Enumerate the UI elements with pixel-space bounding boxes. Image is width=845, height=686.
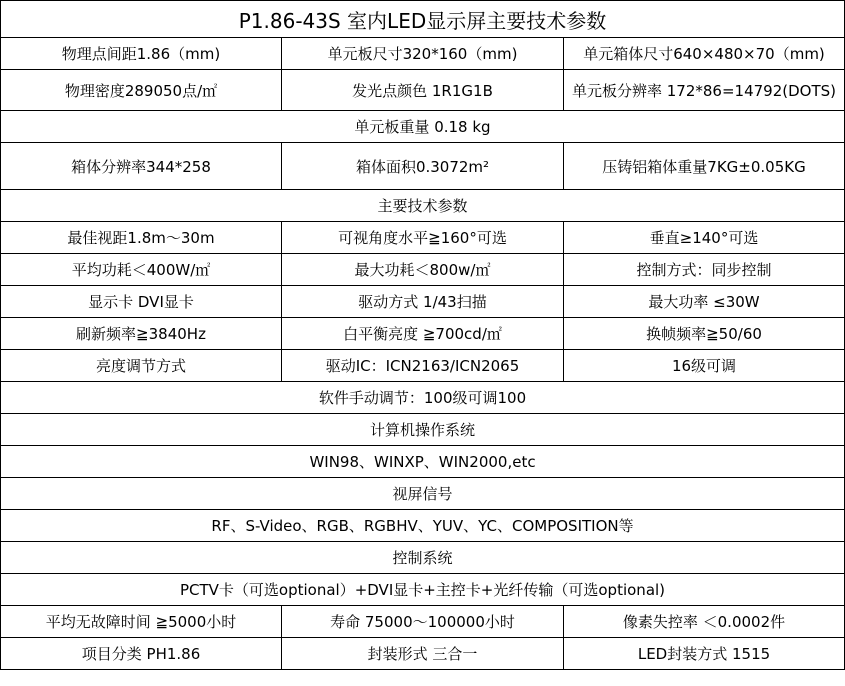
table-cell: 最佳视距1.8m～30m xyxy=(1,222,282,254)
table-row xyxy=(1,446,845,478)
table-cell: 箱体分辨率344*258 xyxy=(1,143,282,190)
section-header: 控制系统 xyxy=(1,542,845,574)
table-cell: LED封装方式 1515 xyxy=(564,638,845,670)
table-row xyxy=(1,510,845,542)
table-cell: 16级可调 xyxy=(564,350,845,382)
section-header: 视屏信号 xyxy=(1,478,845,510)
table-cell: 亮度调节方式 xyxy=(1,350,282,382)
table-cell: RF、S-Video、RGB、RGBHV、YUV、YC、COMPOSITION等 xyxy=(1,510,845,542)
table-cell: 显示卡 DVI显卡 xyxy=(1,286,282,318)
table-cell: 可视角度水平≧160°可选 xyxy=(282,222,564,254)
section-header-row xyxy=(1,542,845,574)
table-cell: 箱体面积0.3072m² xyxy=(282,143,564,190)
table-cell: 平均无故障时间 ≧5000小时 xyxy=(1,606,282,638)
table-cell: 平均功耗＜400W/㎡ xyxy=(1,254,282,286)
table-row xyxy=(1,143,845,190)
table-cell: 项目分类 PH1.86 xyxy=(1,638,282,670)
table-cell: 单元板尺寸320*160（mm) xyxy=(282,38,564,70)
table-cell: 最大功耗＜800w/㎡ xyxy=(282,254,564,286)
table-cell: 物理密度289050点/㎡ xyxy=(1,70,282,111)
table-row xyxy=(1,606,845,638)
table-cell: 发光点颜色 1R1G1B xyxy=(282,70,564,111)
table-cell: 白平衡亮度 ≧700cd/㎡ xyxy=(282,318,564,350)
table-cell: 寿命 75000～100000小时 xyxy=(282,606,564,638)
table-cell: 物理点间距1.86（mm) xyxy=(1,38,282,70)
table-cell: 垂直≥140°可选 xyxy=(564,222,845,254)
table-row xyxy=(1,318,845,350)
table-cell: 软件手动调节：100级可调100 xyxy=(1,382,845,414)
section-header: 计算机操作系统 xyxy=(1,414,845,446)
table-row xyxy=(1,286,845,318)
table-row xyxy=(1,382,845,414)
section-header-row xyxy=(1,478,845,510)
table-cell: 像素失控率 ＜0.0002件 xyxy=(564,606,845,638)
table-title: P1.86-43S 室内LED显示屏主要技术参数 xyxy=(1,1,845,38)
table-cell: 控制方式：同步控制 xyxy=(564,254,845,286)
table-cell: 压铸铝箱体重量7KG±0.05KG xyxy=(564,143,845,190)
table-row xyxy=(1,38,845,70)
table-cell: 封装形式 三合一 xyxy=(282,638,564,670)
section-header-row xyxy=(1,414,845,446)
table-cell: 换帧频率≧50/60 xyxy=(564,318,845,350)
table-row xyxy=(1,111,845,143)
table-cell: 单元板重量 0.18 kg xyxy=(1,111,845,143)
table-cell: PCTV卡（可选optional）+DVI显卡+主控卡+光纤传输（可选optional) xyxy=(1,574,845,606)
table-cell: 驱动IC：ICN2163/ICN2065 xyxy=(282,350,564,382)
table-row xyxy=(1,574,845,606)
table-row xyxy=(1,254,845,286)
table-cell: 最大功率 ≤30W xyxy=(564,286,845,318)
table-cell: 刷新频率≧3840Hz xyxy=(1,318,282,350)
table-row xyxy=(1,638,845,670)
table-row xyxy=(1,70,845,111)
section-header-row xyxy=(1,190,845,222)
table-cell: WIN98、WINXP、WIN2000,etc xyxy=(1,446,845,478)
table-row xyxy=(1,350,845,382)
title-row xyxy=(1,1,845,38)
table-row xyxy=(1,222,845,254)
table-cell: 单元板分辨率 172*86=14792(DOTS) xyxy=(564,70,845,111)
table-cell: 驱动方式 1/43扫描 xyxy=(282,286,564,318)
section-header: 主要技术参数 xyxy=(1,190,845,222)
table-cell: 单元箱体尺寸640×480×70（mm) xyxy=(564,38,845,70)
